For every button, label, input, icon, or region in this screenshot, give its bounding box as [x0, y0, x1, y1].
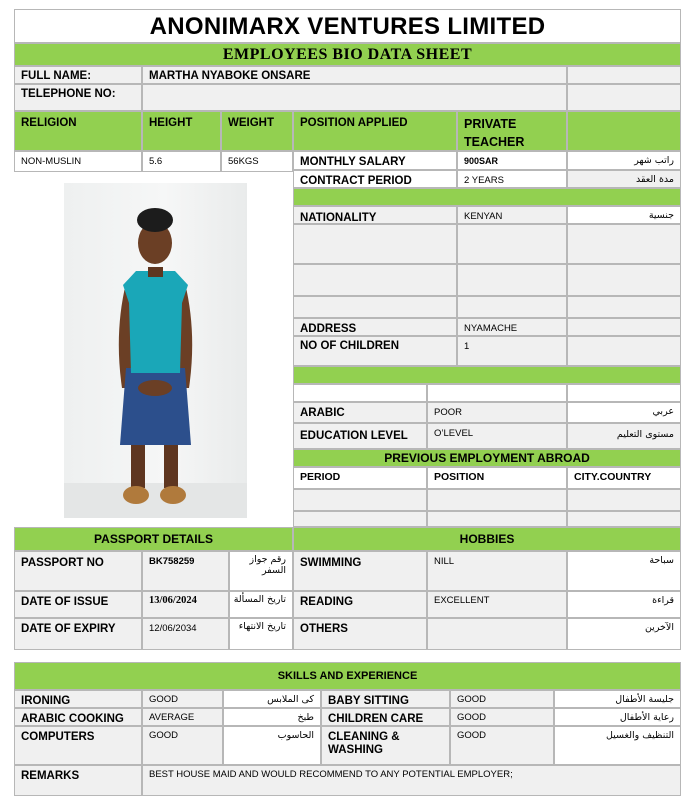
skills-title: SKILLS AND EXPERIENCE — [14, 662, 681, 690]
contract-value: 2 YEARS — [457, 170, 567, 188]
cleaning-arabic: التنظيف والغسيل — [554, 726, 681, 765]
sheet-title: EMPLOYEES BIO DATA SHEET — [222, 46, 473, 63]
expiry-date-arabic: تاريخ الانتهاء — [229, 618, 293, 650]
position-spacer — [293, 188, 681, 206]
address-label: ADDRESS — [293, 318, 457, 336]
remarks-value: BEST HOUSE MAID AND WOULD RECOMMEND TO ANY POTENTIAL EMPLOYER; — [142, 765, 681, 796]
salary-label: MONTHLY SALARY — [293, 151, 457, 170]
empty-cell — [567, 511, 681, 527]
employment-period-header: PERIOD — [293, 467, 427, 489]
babysitting-arabic: جليسة الأطفال — [554, 690, 681, 708]
empty-cell — [427, 511, 567, 527]
babysitting-label: BABY SITTING — [321, 690, 450, 708]
remarks-label: REMARKS — [14, 765, 142, 796]
education-label: EDUCATION LEVEL — [293, 423, 427, 449]
babysitting-value: GOOD — [450, 690, 554, 708]
children-value: 1 — [457, 336, 567, 366]
languages-spacer — [293, 366, 681, 384]
empty-cell — [293, 224, 457, 264]
education-value: O’LEVEL — [427, 423, 567, 449]
empty-cell — [567, 296, 681, 318]
others-arabic: الآخرين — [567, 618, 681, 650]
reading-value: EXCELLENT — [427, 591, 567, 618]
empty-cell — [293, 296, 457, 318]
cleaning-value: GOOD — [450, 726, 554, 765]
cooking-label: ARABIC COOKING — [14, 708, 142, 726]
ironing-value: GOOD — [142, 690, 223, 708]
issue-date-value: 13/06/2024 — [142, 591, 229, 618]
nationality-label: NATIONALITY — [293, 206, 457, 224]
arabic-value: POOR — [427, 402, 567, 423]
ironing-arabic: كى الملابس — [223, 690, 321, 708]
height-label: HEIGHT — [142, 111, 221, 151]
empty-cell — [293, 264, 457, 296]
full-name-value: MARTHA NYABOKE ONSARE — [142, 66, 567, 84]
employment-city-header: CITY.COUNTRY — [567, 467, 681, 489]
children-extra — [567, 336, 681, 366]
nationality-value: KENYAN — [457, 206, 567, 224]
education-arabic: مستوى التعليم — [567, 423, 681, 449]
reading-label: READING — [293, 591, 427, 618]
religion-value: NON-MUSLIN — [14, 151, 142, 172]
computers-value: GOOD — [142, 726, 223, 765]
ironing-label: IRONING — [14, 690, 142, 708]
others-value — [427, 618, 567, 650]
nationality-arabic: جنسية — [567, 206, 681, 224]
hobbies-title: HOBBIES — [293, 527, 681, 551]
height-value: 5.6 — [142, 151, 221, 172]
telephone-label: TELEPHONE NO: — [14, 84, 142, 111]
empty-cell — [567, 264, 681, 296]
contract-label: CONTRACT PERIOD — [293, 170, 457, 188]
issue-date-label: DATE OF ISSUE — [14, 591, 142, 618]
passport-no-arabic: رقم جواز السفر — [229, 551, 293, 591]
issue-date-arabic: تاريخ المسألة — [229, 591, 293, 618]
weight-value: 56KGS — [221, 151, 293, 172]
weight-label: WEIGHT — [221, 111, 293, 151]
empty-cell — [457, 224, 567, 264]
empty-cell — [457, 264, 567, 296]
address-value: NYAMACHE — [457, 318, 567, 336]
empty-cell — [293, 384, 427, 402]
telephone-value — [142, 84, 567, 111]
cooking-value: AVERAGE — [142, 708, 223, 726]
childcare-label: CHILDREN CARE — [321, 708, 450, 726]
full-name-extra — [567, 66, 681, 84]
cleaning-label: CLEANING & WASHING — [321, 726, 450, 765]
telephone-extra — [567, 84, 681, 111]
employment-title: PREVIOUS EMPLOYMENT ABROAD — [293, 449, 681, 467]
position-extra — [567, 111, 681, 151]
empty-cell — [427, 489, 567, 511]
empty-cell — [427, 384, 567, 402]
position-applied-label: POSITION APPLIED — [293, 111, 457, 151]
swimming-label: SWIMMING — [293, 551, 427, 591]
contract-arabic: مدة العقد — [567, 170, 681, 188]
employee-photo — [64, 183, 247, 518]
address-extra — [567, 318, 681, 336]
full-name-label: FULL NAME: — [14, 66, 142, 84]
empty-cell — [293, 511, 427, 527]
passport-no-value: BK758259 — [142, 551, 229, 591]
expiry-date-label: DATE OF EXPIRY — [14, 618, 142, 650]
salary-value: 900SAR — [457, 151, 567, 170]
reading-arabic: قراءة — [567, 591, 681, 618]
passport-title: PASSPORT DETAILS — [14, 527, 293, 551]
childcare-value: GOOD — [450, 708, 554, 726]
computers-arabic: الحاسوب — [223, 726, 321, 765]
religion-label: RELIGION — [14, 111, 142, 151]
arabic-arabic: عربي — [567, 402, 681, 423]
empty-cell — [567, 384, 681, 402]
empty-cell — [457, 296, 567, 318]
sheet-title-bar — [14, 43, 681, 66]
company-title: ANONIMARX VENTURES LIMITED — [14, 9, 681, 43]
empty-cell — [567, 224, 681, 264]
empty-cell — [293, 489, 427, 511]
swimming-arabic: سباحة — [567, 551, 681, 591]
salary-arabic: راتب شهر — [567, 151, 681, 170]
cooking-arabic: طبخ — [223, 708, 321, 726]
swimming-value: NILL — [427, 551, 567, 591]
empty-cell — [567, 489, 681, 511]
children-label: NO OF CHILDREN — [293, 336, 457, 366]
others-label: OTHERS — [293, 618, 427, 650]
employment-position-header: POSITION — [427, 467, 567, 489]
childcare-arabic: رعاية الأطفال — [554, 708, 681, 726]
arabic-label: ARABIC — [293, 402, 427, 423]
person-illustration — [64, 183, 247, 518]
position-applied-value: PRIVATE TEACHER — [457, 111, 567, 151]
expiry-date-value: 12/06/2034 — [142, 618, 229, 650]
passport-no-label: PASSPORT NO — [14, 551, 142, 591]
computers-label: COMPUTERS — [14, 726, 142, 765]
